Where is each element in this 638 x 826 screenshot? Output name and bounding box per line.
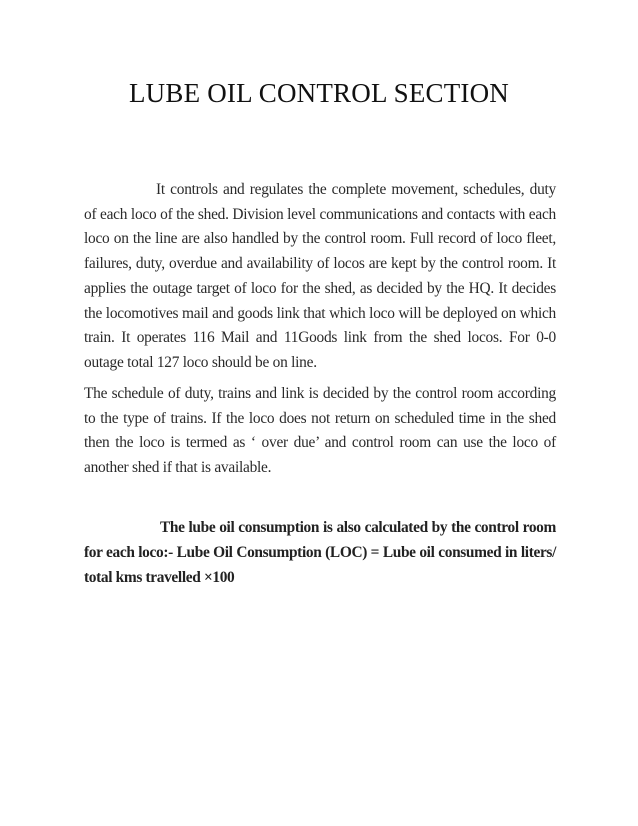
page-title: LUBE OIL CONTROL SECTION [128, 78, 510, 108]
paragraph-duty-schedule: The schedule of duty, trains and link is decided by the control room according to the type of trains. If the loco does not return on scheduled time in the shed then the loco is termed as ‘ over due’ and control room can use the loco of another shed if that is available. [84, 385, 556, 477]
paragraph-control-room-duties: It controls and regulates the complete movement, schedules, duty of each loco of the shed. Division level communications and contacts with each loco on the line are also handled by the control room. Full record of loco fleet, failures, duty, overdue and availability of locos are kept by the control room. It applies the outage target of loco for the shed, as decided by the HQ. It decides the locomotives mail and goods link that which loco will be deployed on which train. It operates 116 Mail and 11Goods link from the shed locos. For 0-0 outage total 127 loco should be on line. [84, 181, 556, 371]
paragraph-lube-oil-consumption: The lube oil consumption is also calculated by the control room for each loco:- Lube Oil Consumption (LOC) = Lube oil consumed in liters/ total kms travelled ×100 [84, 519, 556, 586]
